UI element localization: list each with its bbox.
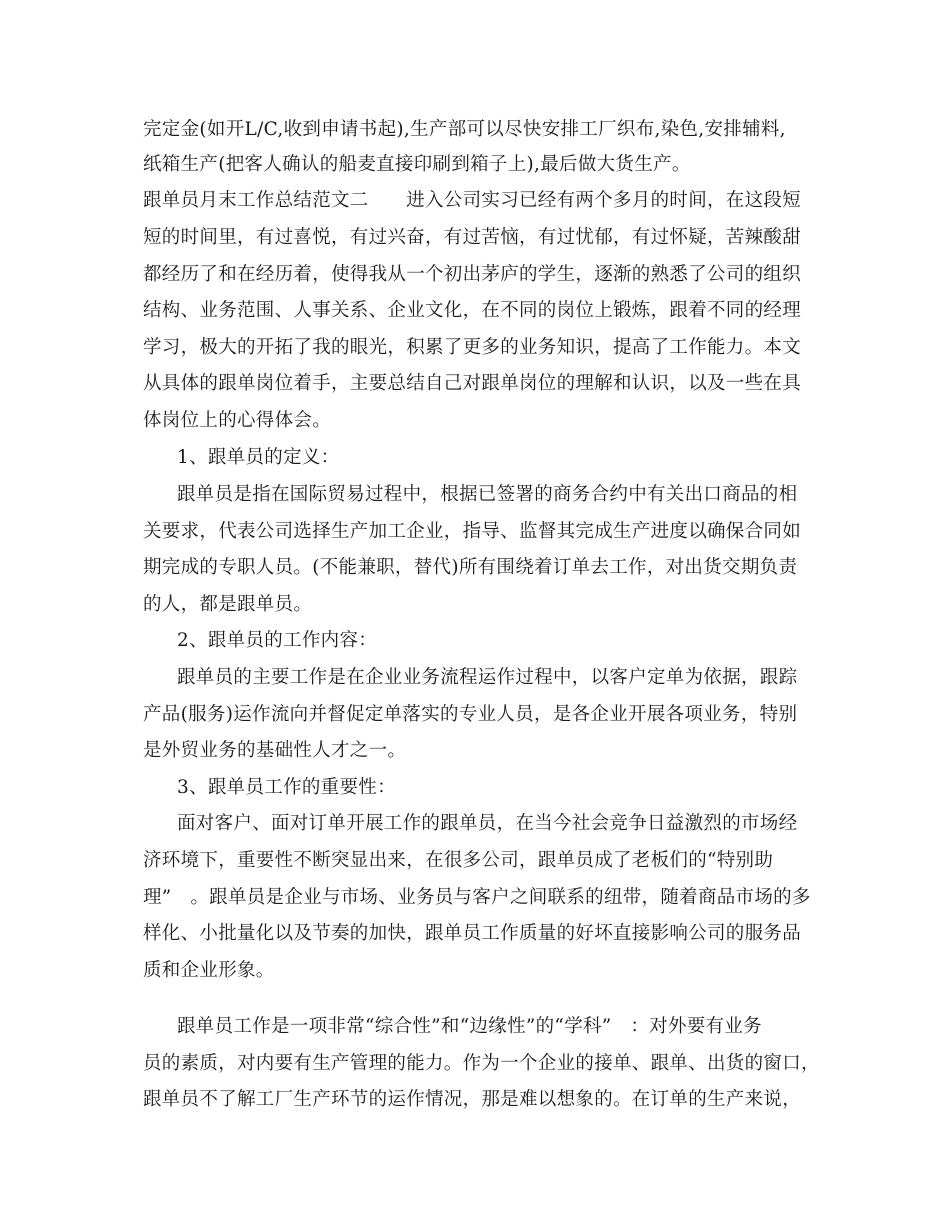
text-line: 理” 。跟单员是企业与市场、业务员与客户之间联系的纽带，随着商品市场的多 bbox=[143, 887, 811, 908]
text-line: 是外贸业务的基础性人才之一。 bbox=[143, 740, 407, 761]
text-line: 跟单员月末工作总结范文二 进入公司实习已经有两个多月的时间，在这段短 bbox=[143, 190, 802, 211]
text-line: 跟单员不了解工厂生产环节的运作情况，那是难以想象的。在订单的生产来说， bbox=[143, 1089, 802, 1110]
text-line: 纸箱生产(把客人确认的船麦直接印刷到箱子上),最后做大货生产。 bbox=[143, 154, 691, 175]
text-line: 完定金(如开L/C,收到申请书起),生产部可以尽快安排工厂织布,染色,安排辅料, bbox=[143, 119, 786, 140]
section-heading: 2、跟单员的工作内容： bbox=[177, 630, 378, 651]
text-line: 面对客户、面对订单开展工作的跟单员，在当今社会竞争日益激烈的市场经 bbox=[177, 813, 798, 834]
text-line: 从具体的跟单岗位着手，主要总结自己对跟单岗位的理解和认识，以及一些在具 bbox=[143, 373, 802, 394]
text-line: 的人，都是跟单员。 bbox=[143, 594, 313, 615]
text-line: 体岗位上的心得体会。 bbox=[143, 410, 332, 431]
text-line: 跟单员工作是一项非常“综合性”和“边缘性”的“学科” ：对外要有业务 bbox=[177, 1016, 762, 1037]
text-line: 短的时间里，有过喜悦，有过兴奋，有过苦恼，有过忧郁，有过怀疑，苦辣酸甜 bbox=[143, 227, 802, 248]
text-line: 员的素质，对内要有生产管理的能力。作为一个企业的接单、跟单、出货的窗口， bbox=[143, 1053, 820, 1074]
text-line: 济环境下，重要性不断突显出来，在很多公司，跟单员成了老板们的“特别助 bbox=[143, 850, 774, 871]
section-heading: 1、跟单员的定义： bbox=[177, 447, 340, 468]
section-heading: 3、跟单员工作的重要性： bbox=[177, 777, 396, 798]
text-line: 关要求，代表公司选择生产加工企业，指导、监督其完成生产进度以确保合同如 bbox=[143, 521, 802, 542]
text-line: 质和企业形象。 bbox=[143, 960, 275, 981]
text-line: 样化、小批量化以及节奏的加快，跟单员工作质量的好坏直接影响公司的服务品 bbox=[143, 923, 802, 944]
text-line: 都经历了和在经历着，使得我从一个初出茅庐的学生，逐渐的熟悉了公司的组织 bbox=[143, 264, 802, 285]
text-line: 期完成的专职人员。(不能兼职，替代)所有围绕着订单去工作，对出货交期负责 bbox=[143, 557, 798, 578]
text-line: 结构、业务范围、人事关系、企业文化，在不同的岗位上锻炼，跟着不同的经理 bbox=[143, 300, 802, 321]
text-line: 学习，极大的开拓了我的眼光，积累了更多的业务知识，提高了工作能力。本文 bbox=[143, 337, 802, 358]
text-line: 跟单员的主要工作是在企业业务流程运作过程中，以客户定单为依据，跟踪 bbox=[177, 667, 798, 688]
text-line: 产品(服务)运作流向并督促定单落实的专业人员，是各企业开展各项业务，特别 bbox=[143, 704, 798, 725]
text-line: 跟单员是指在国际贸易过程中，根据已签署的商务合约中有关出口商品的相 bbox=[177, 484, 798, 505]
